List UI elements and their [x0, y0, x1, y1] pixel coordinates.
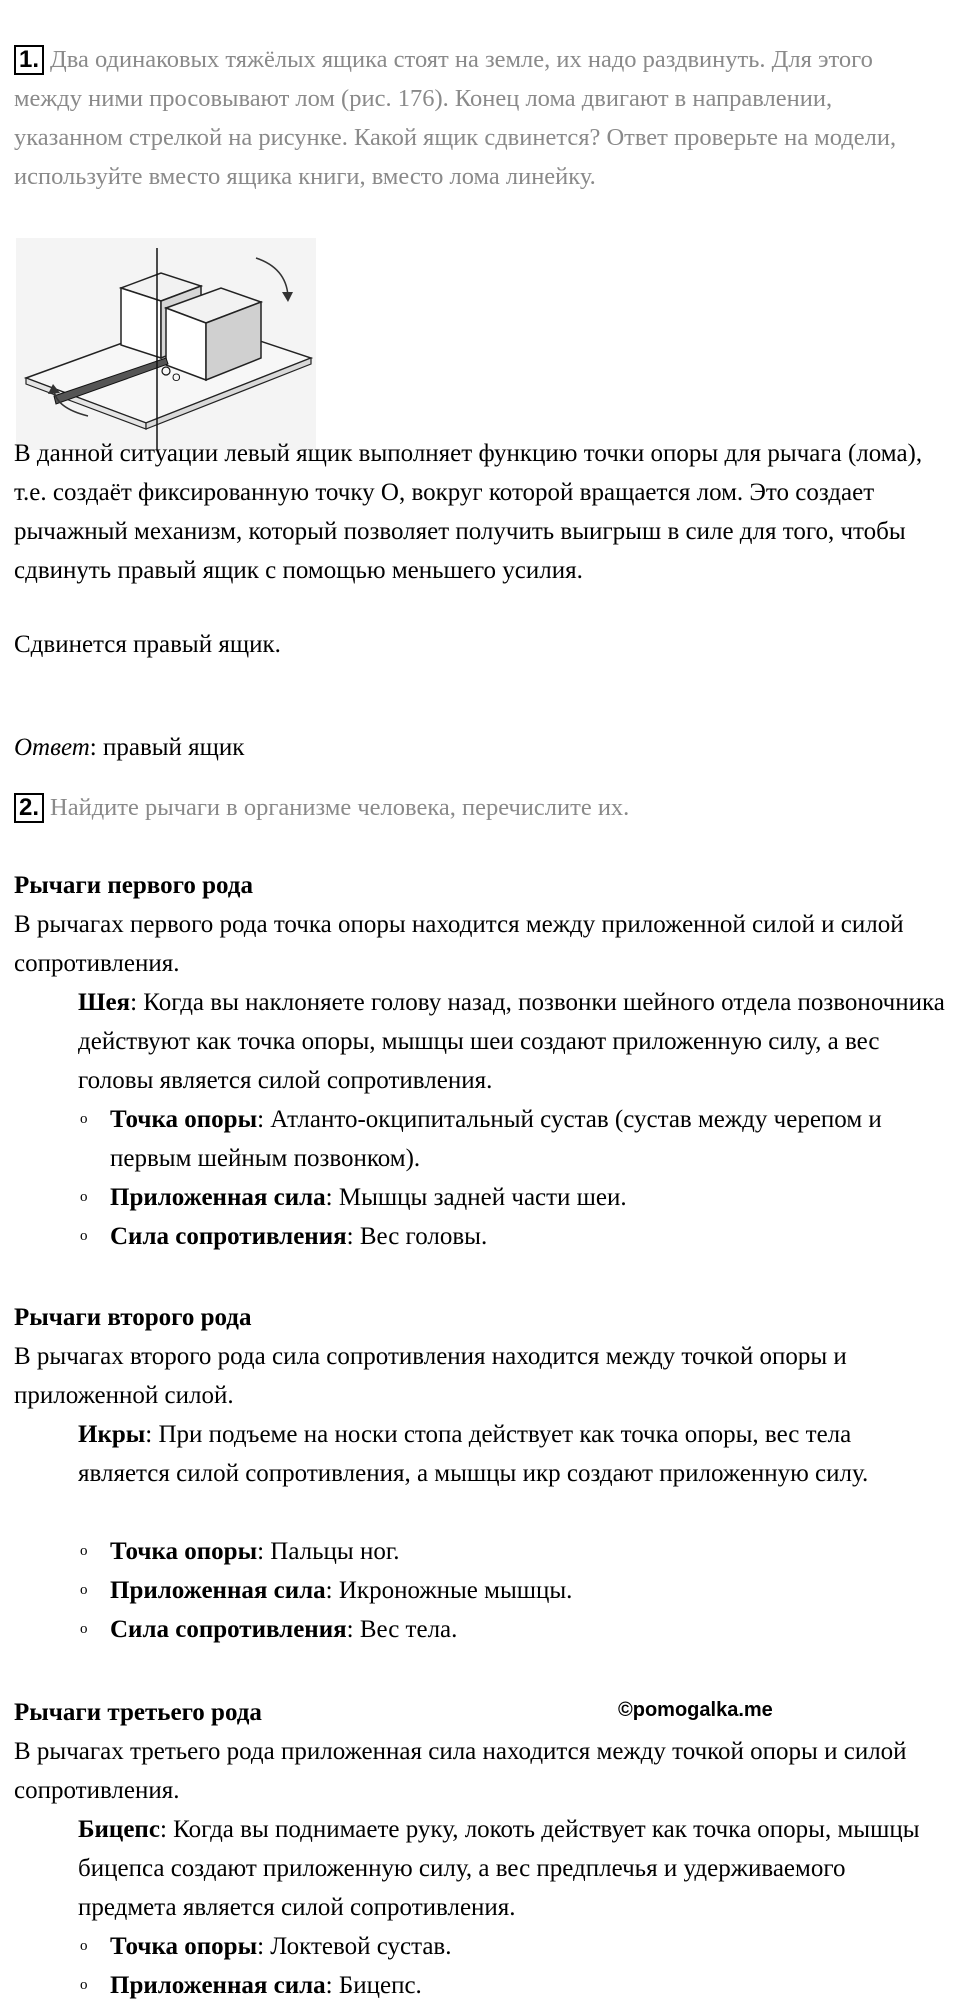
first-class-example	[78, 983, 948, 1100]
bullet-term: Сила сопротивления	[110, 1616, 347, 1643]
watermark: ©pomogalka.me	[618, 1699, 773, 1721]
second-class-heading: Рычаги второго рода	[14, 1304, 252, 1331]
bullet-text: : Вес головы.	[346, 1223, 488, 1250]
bullet-term: Точка опоры	[110, 1538, 258, 1565]
task2-statement	[14, 788, 944, 827]
list-item	[80, 1571, 940, 1610]
bullet-text: : Атланто-окципитальный сустав (сустав между черепом и первым шейным позвонком).	[110, 1106, 882, 1172]
task2-number: 2.	[14, 793, 44, 823]
bullet-term: Сила сопротивления	[110, 1223, 347, 1250]
second-class-example	[78, 1415, 948, 1493]
example-term: Бицепс	[78, 1816, 160, 1843]
task1-text: Два одинаковых тяжёлых ящика стоят на земле, их надо раздвинуть. Для этого между ними просовывают лом (рис. 176). Конец лома двигают в направлении, указанном стрелкой на рисунке. Какой ящик сдвинется? Ответ проверьте на модели, используйте вместо ящика книги, вместо лома линейку.	[14, 46, 897, 190]
bullet-marker: o	[80, 1111, 88, 1127]
answer1-line	[14, 728, 949, 767]
answer1-conclusion: Сдвинется правый ящик.	[14, 631, 281, 658]
bullet-term: Точка опоры	[110, 1106, 258, 1133]
figure-crowbar-boxes	[16, 238, 316, 455]
bullet-term: Точка опоры	[110, 1933, 258, 1960]
bullet-term: Приложенная сила	[110, 1184, 326, 1211]
bullet-term: Приложенная сила	[110, 1972, 326, 1999]
bullet-marker: o	[80, 1228, 88, 1244]
crowbar-boxes-illustration	[16, 238, 316, 450]
bullet-text: : Бицепс.	[325, 1972, 422, 1999]
list-item	[80, 1532, 940, 1571]
answer1-explanation: В данной ситуации левый ящик выполняет функцию точки опоры для рычага (лома), т.е. создаёт фиксированную точку О, вокруг которой вращается лом. Это создает рычажный механизм, который позволяет получить выигрыш в силе для того, чтобы сдвинуть правый ящик с помощью меньшего усилия.	[14, 440, 923, 584]
example-term: Икры	[78, 1421, 146, 1448]
point-o-label: O	[172, 372, 181, 384]
example-text: : При подъеме на носки стопа действует как точка опоры, вес тела является силой сопротивления, а мышцы икр создают приложенную силу.	[78, 1421, 869, 1487]
bullet-text: : Икроножные мышцы.	[325, 1577, 573, 1604]
third-class-heading: Рычаги третьего рода	[14, 1699, 262, 1726]
list-item	[80, 1610, 940, 1649]
bullet-text: : Мышцы задней части шеи.	[325, 1184, 627, 1211]
second-class-intro: В рычагах второго рода сила сопротивления находится между точкой опоры и приложенной силой.	[14, 1343, 847, 1409]
example-term: Шея	[78, 989, 131, 1016]
bullet-marker: o	[80, 1189, 88, 1205]
list-item	[80, 1966, 940, 2005]
third-class-intro: В рычагах третьего рода приложенная сила находится между точкой опоры и силой сопротивления.	[14, 1738, 907, 1804]
list-item	[80, 1217, 940, 1256]
bullet-text: : Пальцы ног.	[257, 1538, 400, 1565]
bullet-marker: o	[80, 1582, 88, 1598]
task2-text: Найдите рычаги в организме человека, перечислите их.	[50, 794, 630, 821]
first-class-intro: В рычагах первого рода точка опоры находится между приложенной силой и силой сопротивления.	[14, 911, 904, 977]
bullet-term: Приложенная сила	[110, 1577, 326, 1604]
answer-label: Ответ	[14, 734, 90, 761]
list-item	[80, 1927, 940, 1966]
example-text: : Когда вы поднимаете руку, локоть действует как точка опоры, мышцы бицепса создают приложенную силу, а вес предплечья и удерживаемого предмета является силой сопротивления.	[78, 1816, 920, 1921]
third-class-example	[78, 1810, 948, 1927]
example-text: : Когда вы наклоняете голову назад, позвонки шейного отдела позвоночника действуют как точка опоры, мышцы шеи создают приложенную силу, а вес головы является силой сопротивления.	[78, 989, 945, 1094]
bullet-marker: o	[80, 1621, 88, 1637]
bullet-marker: o	[80, 1938, 88, 1954]
bullet-marker: o	[80, 1977, 88, 1993]
answer-value: : правый ящик	[89, 734, 245, 761]
task1-number: 1.	[14, 45, 44, 75]
bullet-marker: o	[80, 1543, 88, 1559]
first-class-heading: Рычаги первого рода	[14, 872, 253, 899]
bullet-text: : Вес тела.	[346, 1616, 458, 1643]
task1-statement	[14, 40, 944, 196]
list-item	[80, 1100, 940, 1178]
bullet-text: : Локтевой сустав.	[257, 1933, 452, 1960]
list-item	[80, 1178, 940, 1217]
